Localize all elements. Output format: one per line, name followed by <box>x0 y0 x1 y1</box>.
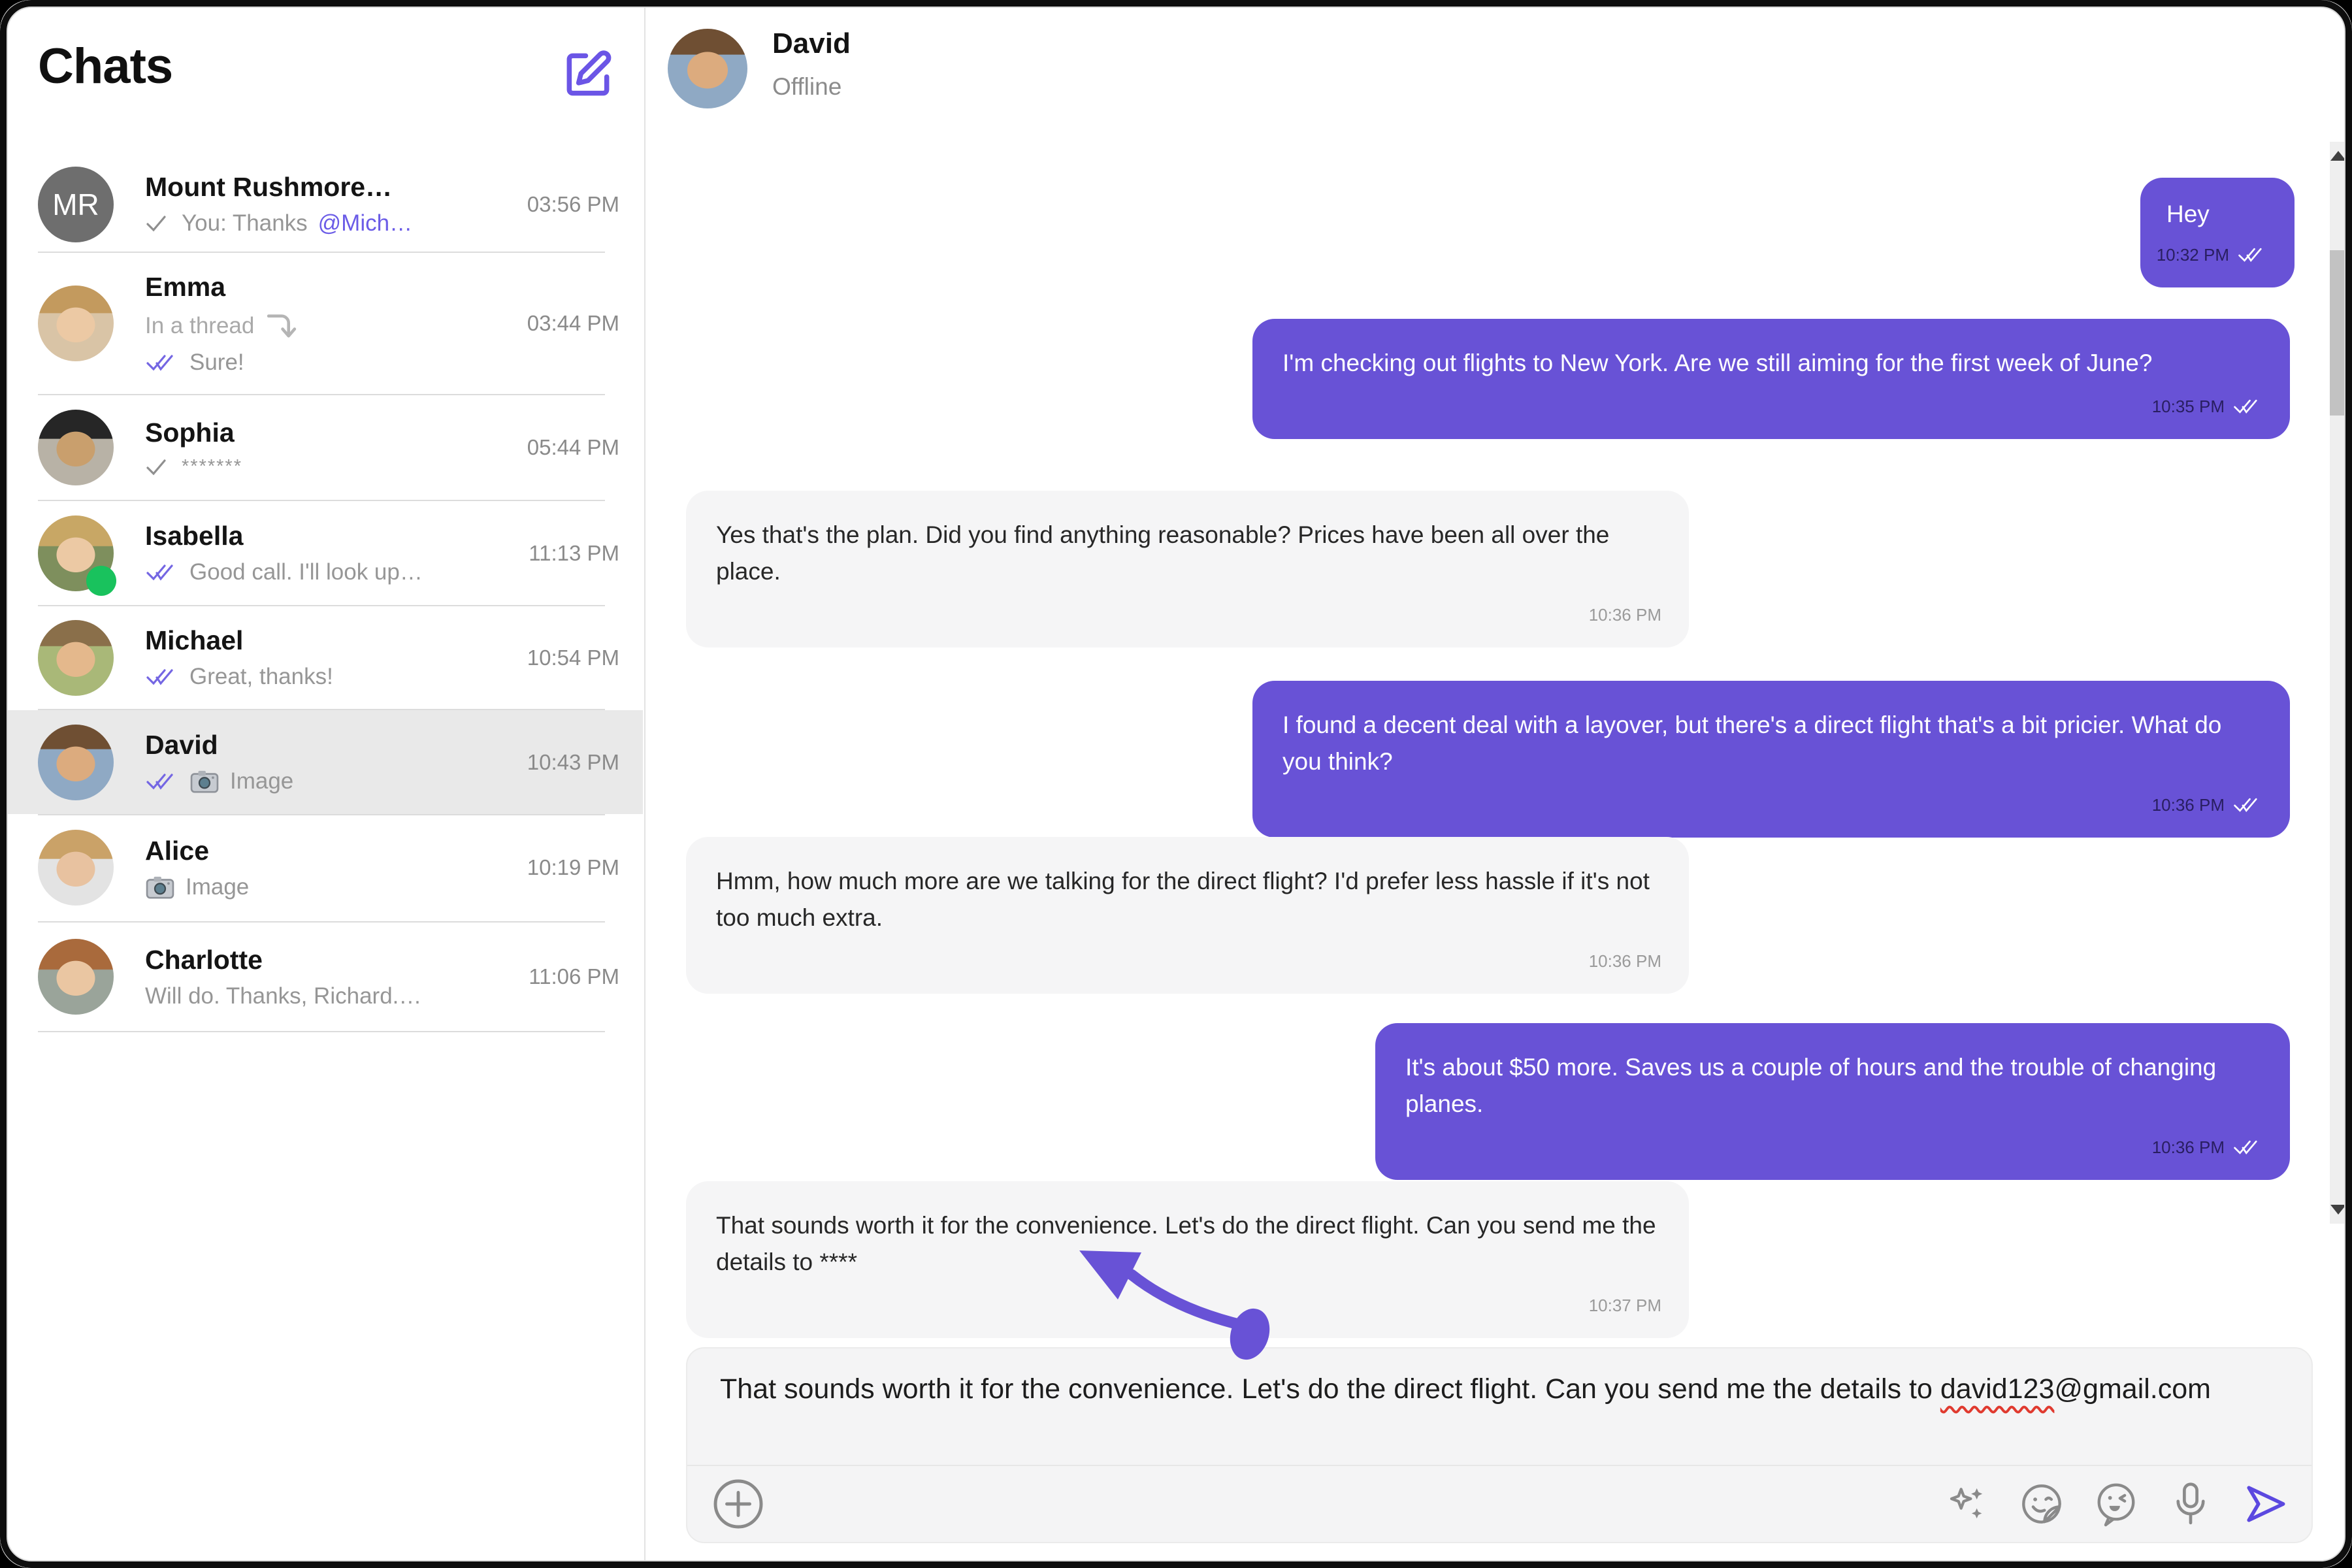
chat-preview: Great, thanks! <box>189 664 333 689</box>
chat-time: 10:43 PM <box>527 749 619 774</box>
double-check-icon <box>145 667 179 687</box>
message-text: I found a decent deal with a layover, but there's a direct flight that's a bit pricier. What do you think? <box>1282 711 2222 775</box>
message-time: 10:32 PM <box>2156 245 2229 265</box>
message-text: Yes that's the plan. Did you find anything reasonable? Prices have been all over the place. <box>716 521 1610 585</box>
message-bubble-outgoing[interactable] <box>1375 1023 2290 1180</box>
chat-name: David <box>145 730 218 760</box>
peer-status: Offline <box>772 73 842 100</box>
camera-icon <box>189 769 220 794</box>
new-chat-button[interactable] <box>555 42 621 107</box>
chat-preview: You: Thanks <box>182 210 308 236</box>
microphone-icon <box>2169 1480 2212 1527</box>
thread-arrow-icon <box>265 309 299 343</box>
chat-name: Mount Rushmore… <box>145 172 393 202</box>
emoji-button[interactable] <box>2093 1481 2139 1527</box>
chat-list-item-michael[interactable] <box>0 606 643 709</box>
attach-button[interactable] <box>711 1477 766 1531</box>
chat-time: 03:44 PM <box>527 311 619 335</box>
message-bubble-outgoing[interactable] <box>2140 178 2295 287</box>
message-text: It's about $50 more. Saves us a couple of hours and the trouble of changing planes. <box>1405 1054 2217 1117</box>
read-double-check-icon <box>2232 796 2262 814</box>
single-check-icon <box>145 214 171 233</box>
voice-message-button[interactable] <box>2168 1481 2213 1527</box>
chat-preview: Image <box>186 874 250 900</box>
composer-misspelled-word: david123 <box>1940 1373 2055 1405</box>
chat-preview: Image <box>230 768 294 794</box>
avatar <box>38 830 114 906</box>
read-double-check-icon <box>2232 1138 2262 1156</box>
chat-list-item-david[interactable] <box>0 710 643 814</box>
avatar: MR <box>38 167 114 242</box>
emoji-face-icon <box>2093 1481 2139 1527</box>
chat-preview: ******* <box>182 456 242 477</box>
chat-name: Alice <box>145 835 209 866</box>
compose-icon <box>560 46 616 103</box>
camera-icon <box>145 875 175 900</box>
chat-list-item-charlotte[interactable] <box>0 923 643 1031</box>
divider <box>38 1031 605 1032</box>
double-check-icon <box>145 353 179 372</box>
chat-name: Charlotte <box>145 944 263 975</box>
avatar <box>38 725 114 800</box>
avatar <box>38 286 114 361</box>
composer-toolbar <box>687 1466 2311 1542</box>
message-time: 10:37 PM <box>1588 1296 1661 1315</box>
plus-circle-icon <box>711 1477 766 1531</box>
chat-time: 05:44 PM <box>527 435 619 459</box>
chat-preview: Good call. I'll look up… <box>189 559 423 585</box>
thread-label: In a thread <box>145 312 255 338</box>
composer-text-after: @gmail.com <box>2054 1373 2211 1405</box>
message-time: 10:36 PM <box>2151 1137 2225 1157</box>
avatar <box>38 939 114 1015</box>
message-text: Hey <box>2166 201 2210 227</box>
sidebar <box>0 0 645 1568</box>
chat-list-item-isabella[interactable] <box>0 501 643 605</box>
chat-preview-mention: @Mich… <box>318 210 413 236</box>
message-bubble-outgoing[interactable] <box>1252 681 2290 838</box>
message-time: 10:36 PM <box>2151 795 2225 815</box>
chat-list-item-mount-rushmore[interactable] <box>0 157 643 252</box>
ai-assist-button[interactable] <box>1944 1481 1990 1527</box>
chat-name: Michael <box>145 625 244 655</box>
send-icon <box>2240 1481 2290 1527</box>
message-text: I'm checking out flights to New York. Are we still aiming for the first week of June? <box>1282 350 2153 376</box>
message-text: That sounds worth it for the convenience. Let's do the direct flight. Can you send me the details to **** <box>716 1212 1656 1275</box>
online-status-dot <box>86 566 116 596</box>
read-double-check-icon <box>2237 246 2267 264</box>
double-check-icon <box>145 563 179 582</box>
sticker-button[interactable] <box>2019 1481 2065 1527</box>
chat-name: Isabella <box>145 521 244 551</box>
peer-name: David <box>772 27 851 59</box>
chat-scrollbar[interactable] <box>2330 142 2347 1224</box>
message-bubble-incoming[interactable] <box>686 491 1689 647</box>
chat-list-item-alice[interactable] <box>0 815 643 920</box>
chat-time: 10:19 PM <box>527 855 619 879</box>
single-check-icon <box>145 457 171 477</box>
sticker-smiley-icon <box>2019 1481 2065 1527</box>
chat-list-item-sophia[interactable] <box>0 395 643 500</box>
chat-time: 10:54 PM <box>527 645 619 670</box>
chat-list-item-emma[interactable] <box>0 253 643 394</box>
chat-time: 11:13 PM <box>529 540 619 565</box>
chat-preview: Sure! <box>189 349 244 375</box>
message-bubble-outgoing[interactable] <box>1252 319 2290 439</box>
sparkles-icon <box>1946 1483 1988 1525</box>
message-bubble-incoming[interactable] <box>686 1181 1689 1338</box>
message-input[interactable] <box>687 1348 2311 1465</box>
message-time: 10:35 PM <box>2151 397 2225 416</box>
chat-time: 11:06 PM <box>529 964 619 988</box>
avatar <box>38 410 114 485</box>
composer-text: That sounds worth it for the convenience. Let's do the direct flight. Can you send me the details to <box>720 1373 1940 1405</box>
peer-avatar[interactable] <box>668 29 747 108</box>
read-double-check-icon <box>2232 397 2262 416</box>
message-text: Hmm, how much more are we talking for the direct flight? I'd prefer less hassle if it's not too much extra. <box>716 868 1650 931</box>
chat-preview: Will do. Thanks, Richard.… <box>145 983 422 1009</box>
message-composer <box>686 1347 2313 1543</box>
scrollbar-thumb[interactable] <box>2330 250 2347 416</box>
avatar <box>38 620 114 696</box>
sidebar-title: Chats <box>38 39 173 94</box>
send-button[interactable] <box>2242 1481 2288 1527</box>
message-bubble-incoming[interactable] <box>686 837 1689 994</box>
scroll-up-arrow[interactable] <box>2330 151 2346 161</box>
chat-name: Sophia <box>145 417 235 448</box>
double-check-icon <box>145 772 179 791</box>
scroll-down-arrow[interactable] <box>2330 1205 2346 1215</box>
chat-name: Emma <box>145 271 226 302</box>
chat-time: 03:56 PM <box>527 191 619 216</box>
message-time: 10:36 PM <box>1588 951 1661 971</box>
message-time: 10:36 PM <box>1588 605 1661 625</box>
